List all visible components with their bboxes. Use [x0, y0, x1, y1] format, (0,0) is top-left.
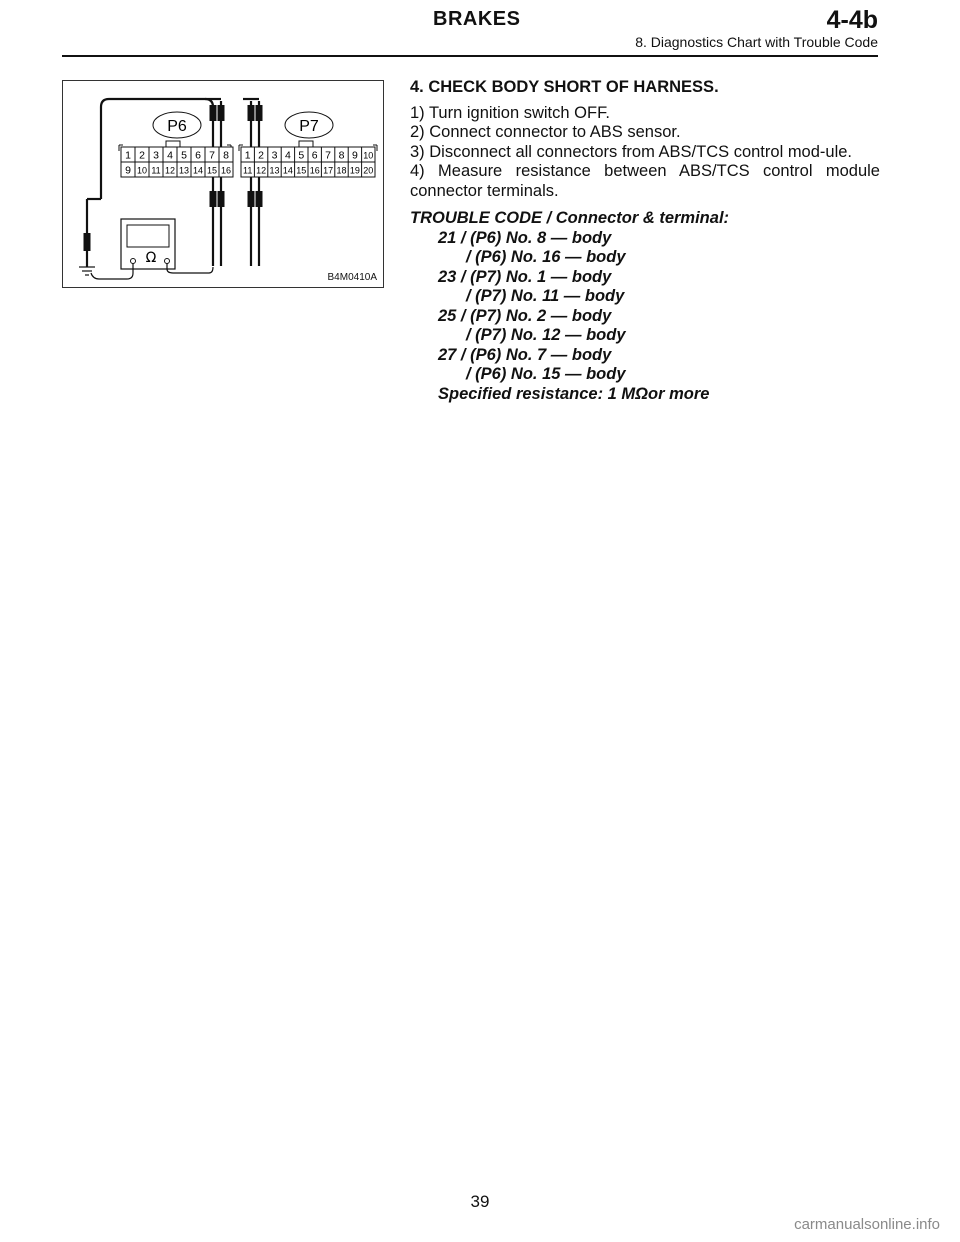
instruction-4: 4) Measure resistance between ABS/TCS control module connector terminals. — [410, 162, 880, 200]
p6-pin-label: 13 — [178, 165, 190, 176]
p6-pin-label: 8 — [223, 149, 229, 162]
trouble-code-cont: / (P6) No. 16 — body — [466, 248, 626, 266]
p6-pin-label: 15 — [206, 165, 218, 176]
p7-pin-label: 19 — [349, 165, 360, 176]
trouble-code-cont: / (P7) No. 12 — body — [466, 326, 626, 344]
p6-pin-label: 14 — [192, 165, 204, 176]
p6-pin-label: 5 — [181, 149, 187, 162]
trouble-code-row: 25 / (P7) No. 2 — body — [438, 306, 612, 325]
header-section: BRAKES — [433, 8, 521, 30]
p7-pin-label: 8 — [338, 149, 345, 162]
ground-symbol — [79, 267, 95, 275]
page-number: 39 — [470, 1192, 490, 1211]
wiring-diagram — [63, 81, 385, 289]
p7-pin-label: 12 — [256, 165, 267, 176]
p6-pin-label: 10 — [136, 165, 148, 176]
p6-pin-label: 1 — [125, 149, 131, 162]
p7-pin-label: 7 — [325, 149, 332, 162]
p7-pin-label: 2 — [258, 149, 265, 162]
instruction-1: 1) Turn ignition switch OFF. — [410, 103, 610, 122]
p6-pin-label: 3 — [153, 149, 159, 162]
header-rule — [62, 55, 878, 57]
step-title: 4. CHECK BODY SHORT OF HARNESS. — [410, 78, 719, 96]
p7-pin-label: 3 — [271, 149, 278, 162]
p6-pin-label: 2 — [139, 149, 145, 162]
p7-pin-label: 15 — [296, 165, 307, 176]
trouble-code-row: 21 / (P6) No. 8 — body — [438, 228, 612, 247]
p6-pin-label: 6 — [195, 149, 201, 162]
p7-pin-label: 14 — [282, 165, 293, 176]
p7-pin-label: 6 — [311, 149, 318, 162]
p7-pin-label: 16 — [309, 165, 320, 176]
trouble-code-row: 27 / (P6) No. 7 — body — [438, 345, 612, 364]
step-content — [410, 78, 880, 404]
p7-pin-label: 11 — [243, 165, 253, 176]
header-code: 4-4b — [826, 6, 878, 34]
trouble-code-cont: / (P6) No. 15 — body — [466, 365, 626, 383]
p7-pin-label: 18 — [336, 165, 347, 176]
p7-pin-label: 1 — [244, 149, 251, 162]
trouble-code-cont: / (P7) No. 11 — body — [466, 287, 625, 305]
ohmmeter — [91, 219, 213, 279]
p6-pin-label: 7 — [209, 149, 215, 162]
wiring-figure — [62, 80, 384, 288]
p7-pin-label: 9 — [351, 149, 358, 162]
figure-id: B4M0410A — [327, 272, 377, 283]
p7-pin-label: 20 — [363, 165, 374, 176]
p6-pin-label: 16 — [220, 165, 232, 176]
connector-p6 — [119, 112, 233, 177]
instruction-3: 3) Disconnect all connectors from ABS/TCS control mod-ule. — [410, 142, 853, 161]
p6-pin-label: 11 — [151, 165, 161, 176]
p6-label: P6 — [167, 118, 187, 135]
p7-pin-label: 5 — [298, 149, 305, 162]
p6-pin-label: 9 — [125, 164, 131, 177]
p7-pin-label: 10 — [363, 150, 374, 161]
trouble-code-header: TROUBLE CODE / Connector & terminal: — [410, 209, 730, 227]
p6-pin-label: 12 — [164, 165, 176, 176]
trouble-code-row: 23 / (P7) No. 1 — body — [438, 267, 612, 286]
p7-pin-label: 4 — [284, 149, 291, 162]
p7-pin-label: 13 — [269, 165, 280, 176]
watermark: carmanualsonline.info — [794, 1216, 940, 1233]
p7-pin-label: 17 — [323, 165, 334, 176]
specified-resistance: Specified resistance: 1 MΩor more — [438, 384, 710, 403]
ohm-symbol: Ω — [145, 250, 157, 266]
header-subtitle: 8. Diagnostics Chart with Trouble Code — [635, 34, 878, 50]
p7-label: P7 — [299, 118, 319, 135]
instruction-2: 2) Connect connector to ABS sensor. — [410, 123, 681, 141]
p6-pin-label: 4 — [167, 149, 173, 162]
